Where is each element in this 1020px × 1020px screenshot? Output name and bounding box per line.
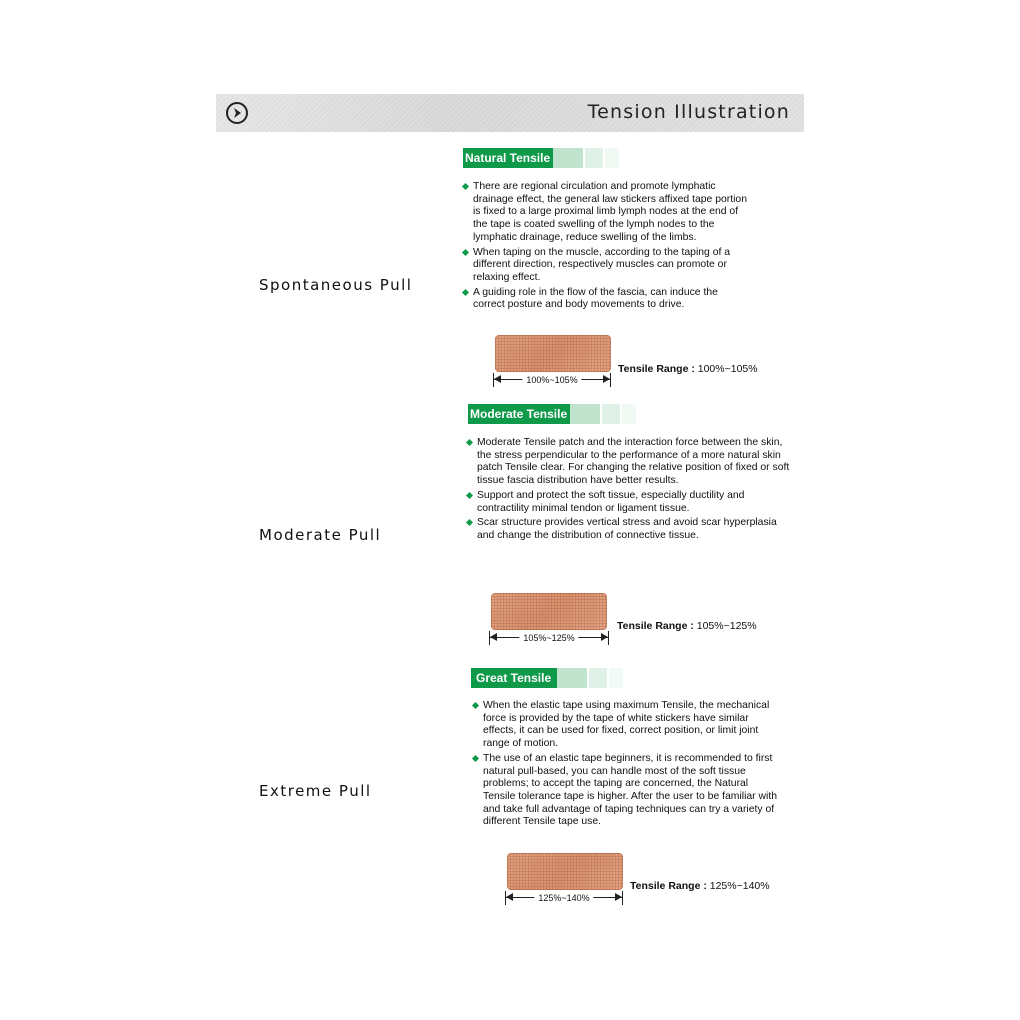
measure-label: 100%~105% bbox=[522, 373, 581, 387]
bullet-item: Moderate Tensile patch and the interaction force between the skin, the stress perpendicular to the performance of a more natural skin patch Tensile clear. For changing the relative position of fixed or soft tissue fascia distribution have better results. bbox=[466, 437, 792, 488]
bullet-list bbox=[462, 181, 752, 314]
heading-swatch bbox=[553, 148, 583, 168]
measure-label: 125%~140% bbox=[534, 891, 593, 905]
measure-arrow bbox=[493, 373, 611, 387]
page-title: Tension Illustration bbox=[587, 101, 790, 123]
tensile-range-label: Tensile Range : bbox=[617, 620, 694, 632]
pull-label-extreme: Extreme Pull bbox=[259, 782, 372, 800]
tensile-range-label: Tensile Range : bbox=[630, 880, 707, 892]
heading-swatch bbox=[622, 404, 636, 424]
measure-arrow bbox=[489, 631, 609, 645]
tape-illustration bbox=[507, 853, 623, 890]
tensile-heading-natural bbox=[463, 148, 621, 168]
tape-illustration bbox=[495, 335, 611, 372]
tensile-range-value: 105%~125% bbox=[696, 620, 757, 632]
bullet-list bbox=[466, 437, 792, 545]
tensile-range bbox=[617, 620, 757, 632]
bullet-list bbox=[472, 700, 782, 831]
tensile-range bbox=[618, 363, 758, 375]
tape-illustration bbox=[491, 593, 607, 630]
tensile-heading-label: Natural Tensile bbox=[463, 148, 553, 168]
heading-swatch bbox=[602, 404, 620, 424]
circle-arrow-right-icon[interactable] bbox=[226, 102, 248, 124]
bullet-item: When taping on the muscle, according to the taping of a different direction, respectively muscles can promote or relaxing effect. bbox=[462, 247, 752, 285]
header-bar bbox=[216, 94, 804, 132]
heading-swatch bbox=[609, 668, 623, 688]
tensile-range bbox=[630, 880, 770, 892]
heading-swatch bbox=[585, 148, 603, 168]
bullet-item: Scar structure provides vertical stress and avoid scar hyperplasia and change the distribution of connective tissue. bbox=[466, 517, 792, 542]
heading-swatch bbox=[589, 668, 607, 688]
bullet-item: A guiding role in the flow of the fascia, can induce the correct posture and body movements to drive. bbox=[462, 287, 752, 312]
bullet-item: The use of an elastic tape beginners, it is recommended to first natural pull-based, you can handle most of the soft tissue problems; to accept the taping are concerned, the Natural Tensile tolerance tape is higher. After the user to be familiar with and take full advantage of taping techniques can try a variety of different Tensile tape use. bbox=[472, 753, 782, 829]
tensile-heading-moderate bbox=[468, 404, 638, 424]
tensile-range-value: 100%~105% bbox=[697, 363, 758, 375]
pull-label-spontaneous: Spontaneous Pull bbox=[259, 276, 413, 294]
heading-swatch bbox=[570, 404, 600, 424]
bullet-item: Support and protect the soft tissue, especially ductility and contractility minimal tendon or ligament tissue. bbox=[466, 490, 792, 515]
pull-label-moderate: Moderate Pull bbox=[259, 526, 382, 544]
tensile-range-label: Tensile Range : bbox=[618, 363, 695, 375]
bullet-item: There are regional circulation and promote lymphatic drainage effect, the general law stickers affixed tape portion is fixed to a large proximal limb lymph nodes at the end of the tape is coated swelling of the lymph nodes to the lymphatic drainage, reduce swelling of the limbs. bbox=[462, 181, 752, 245]
measure-label: 105%~125% bbox=[519, 631, 578, 645]
heading-swatch bbox=[557, 668, 587, 688]
tensile-heading-great bbox=[471, 668, 625, 688]
tensile-heading-label: Moderate Tensile bbox=[468, 404, 570, 424]
tensile-range-value: 125%~140% bbox=[709, 880, 770, 892]
bullet-item: When the elastic tape using maximum Tensile, the mechanical force is provided by the tape of white stickers have similar effects, it can be used for fixed, correct position, or limit joint range of motion. bbox=[472, 700, 782, 751]
heading-swatch bbox=[605, 148, 619, 168]
tensile-heading-label: Great Tensile bbox=[471, 668, 557, 688]
measure-arrow bbox=[505, 891, 623, 905]
